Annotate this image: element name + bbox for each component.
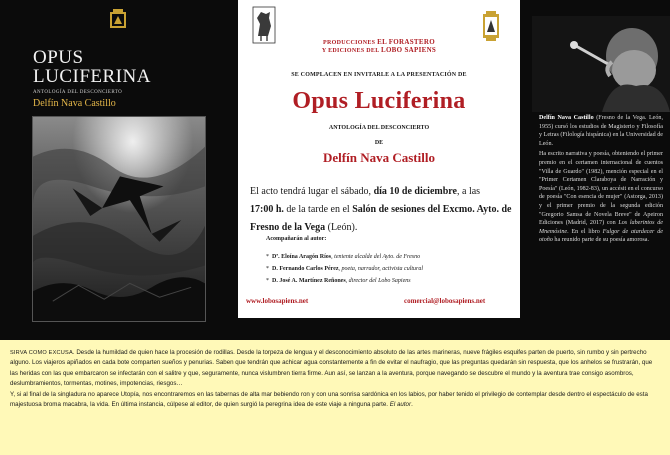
cover-author: Delfín Nava Castillo: [33, 98, 116, 109]
author-singing-photo: [532, 16, 670, 112]
invitation-author: Delfín Nava Castillo: [323, 150, 435, 165]
bullet-star-icon: *: [266, 266, 269, 272]
book-cover: [0, 0, 236, 340]
website-link[interactable]: www.lobosapiens.net: [246, 297, 309, 305]
band-paragraph-2: Y, si al final de la singladura no aparece Utopía, nos encontraremos en las tabernas de alta mar bebiendo ron y con una sonrisa sardónica en los labios, por haber tenido el privilegio de contemplar desde dentro el espectáculo de esta majestuosa broma macabra, la vida. En última instancia, cúlpese al editor, de quien surgió la peregrina idea de este viaje a ninguna parte. El autor.: [10, 390, 648, 409]
cover-subtitle: ANTOLOGÍA DEL DESCONCIERTO: [33, 90, 123, 95]
invitation-intro: SE COMPLACEN EN INVITARLE A LA PRESENTACIÓN DE: [291, 72, 467, 78]
producer-line-1: PRODUCCIONES EL FORASTERO: [323, 38, 435, 46]
event-details: El acto tendrá lugar el sábado, día 10 de diciembre, a las 17:00 h. de la tarde en el Salón de sesiones del Excmo. Ayto. de Fresno de la Vega (León).: [250, 186, 512, 233]
cover-title: OPUS LUCIFERINA: [33, 47, 151, 87]
bio-paragraph-2: Ha escrito narrativa y poesía, obteniendo el primer premio en el certamen internacional de cuentos "Villa de Guardo" (1982), mención especial en el "Primer Certamen Claraboya de Narración y Poesía" (León, 1982-83), un accésit en el concurso de poesía "Con esencia de mujer" (Astorga, 2013) y el primer premio de la segunda edición "Gregorio Samsa de Novela Breve" de Apeiron Ediciones (Madrid, 2017) con Los laberintos de Mnemósine. En el libro Fulgor de atardecer de otoño ha reunido parte de su poesía amorosa.: [539, 151, 664, 244]
bullet-star-icon: *: [266, 254, 269, 260]
list-item: * Dª. Eloína Aragón Ríos, teniente alcalde del Ayto. de Fresno: [266, 254, 421, 260]
bio-paragraph-1: Delfín Nava Castillo (Fresno de la Vega. León, 1955) cursó los estudios de Magisterio y Filosofía y Letras (Filología hispánica) en la Universidad de León.: [539, 115, 663, 147]
producer-line-2: Y EDICIONES DEL LOBO SAPIENS: [321, 46, 437, 54]
band-paragraph-1: SIRVA COMO EXCUSA. Desde la humildad de quien hace la procesión de rodillas. Desde la torpeza de lengua y el desconocimiento absoluto de las artes marineras, nueve frágiles esquifes parten de puerto, sin rumbo y sin pertrecho alguno. Los viajeros apiñados en cada bote comparten sueños y penurias. Saben que tendrán que achicar agua constantemente a fin de evitar el naufragio, que las preguntas quedarán sin respuesta, que los anhelos se frustrarán, que las heridas con las que embarcaron se infectarán con el salitre y que, seguramente, nunca vislumbren tierra firme. Aun así, se lanzan a la aventura, porque navegando se descubre el mundo y la aventura trae consigo asombros, deslumbramientos, tormentas, motines, impotencias, riesgos…: [10, 349, 653, 388]
bullet-star-icon: *: [266, 278, 269, 284]
publisher-crest-icon: [108, 8, 128, 30]
email-link[interactable]: comercial@lobosapiens.net: [404, 297, 486, 305]
invitation-de: DE: [374, 140, 384, 146]
companions-list: [266, 251, 518, 287]
lobo-sapiens-crest-icon: [481, 10, 501, 42]
excuse-text-band: [0, 340, 670, 455]
invitation-book-title: Opus Luciferina: [292, 88, 466, 114]
companions-heading: Acompañarán al autor:: [266, 236, 327, 242]
list-item: * D. José A. Martínez Reñones, director del Lobo Sapiens: [266, 278, 411, 284]
author-bio: [539, 114, 663, 247]
invitation-book-subtitle: ANTOLOGÍA DEL DESCONCIERTO: [328, 125, 430, 131]
fallen-angel-engraving: [32, 116, 206, 322]
list-item: * D. Fernando Carlos Pérez, poeta, narrador, activista cultural: [266, 266, 424, 272]
invitation-card: [238, 0, 520, 318]
